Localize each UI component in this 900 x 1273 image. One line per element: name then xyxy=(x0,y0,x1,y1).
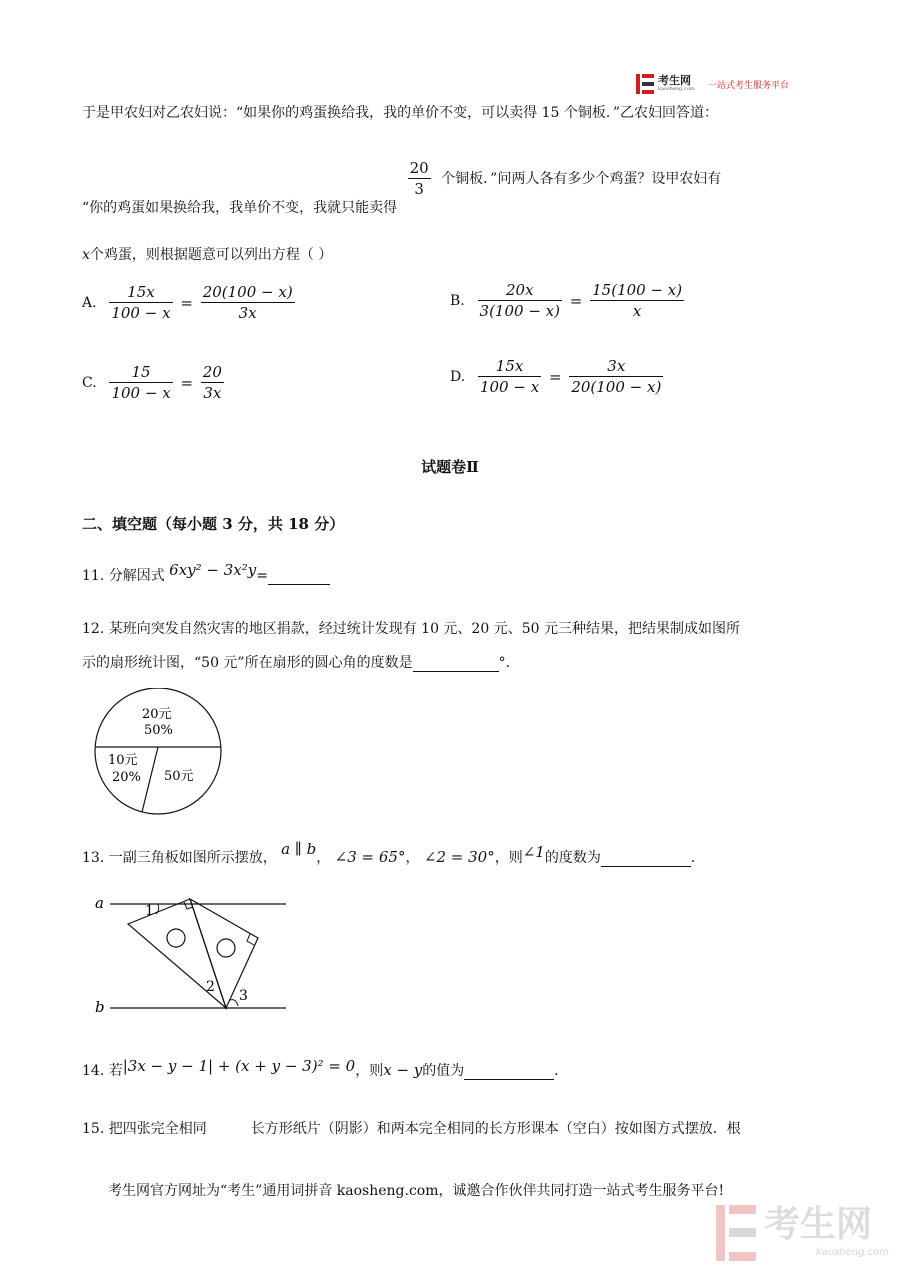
q14-end: ． xyxy=(554,1063,569,1079)
label-b: b xyxy=(95,998,105,1016)
q13-cond-angle3: ∠3 = 65° xyxy=(334,848,406,866)
q10-line3 xyxy=(82,246,332,264)
footer-watermark xyxy=(716,1204,889,1265)
q11-num: 11. xyxy=(82,568,105,584)
frac-num: 20 xyxy=(409,159,429,177)
equals: = xyxy=(180,373,194,392)
q12-line1-text: 某班向突发自然灾害的地区捐款，经过统计发现有 10 元、20 元、50 元三种结果，把结果制成如图所 xyxy=(108,621,740,637)
q13-num: 13. xyxy=(82,850,105,866)
q14-num: 14. xyxy=(82,1063,105,1079)
q14-answer-blank[interactable] xyxy=(464,1079,554,1080)
frac-den: 3 xyxy=(414,180,424,198)
q13-answer-blank[interactable] xyxy=(601,866,691,867)
option-c-label: C. xyxy=(82,374,97,391)
q10-line2 xyxy=(82,158,722,216)
den: 20(100 − x) xyxy=(571,378,662,396)
pie-pct-20yuan: 50% xyxy=(144,723,173,738)
label-angle3: 3 xyxy=(239,988,248,1004)
num: 15x xyxy=(109,282,172,303)
fraction-20-over-3 xyxy=(408,158,431,199)
var-x: x xyxy=(82,247,90,263)
pie-label-10yuan: 10元 xyxy=(108,753,138,768)
logo-subtext: kaosheng.com xyxy=(658,86,695,92)
num: 15x xyxy=(478,356,541,377)
q10-line2-post: 个铜板．”问两人各有多少个鸡蛋？设甲农妇有 xyxy=(441,170,722,187)
q13-mid: ，则 xyxy=(494,850,523,866)
den: 100 − x xyxy=(479,378,540,396)
num: 20(100 − x) xyxy=(202,283,293,301)
watermark-logo-icon xyxy=(716,1205,756,1261)
option-b[interactable] xyxy=(450,280,684,321)
q11-tail: = xyxy=(256,568,268,584)
q12-line2-pre: 示的扇形统计图，“50 元”所在扇形的圆心角的度数是 xyxy=(82,655,413,671)
option-a-left xyxy=(109,282,172,323)
footer-text: 考生网官方网址为“考生”通用词拼音 kaosheng.com，诚邀合作伙伴共同打造一站式考生服务平台! xyxy=(108,1183,725,1199)
q14 xyxy=(82,1057,569,1080)
pie-label-50yuan: 50元 xyxy=(164,769,194,784)
q13-ask-angle1: ∠1 xyxy=(522,843,545,861)
q11-answer-blank[interactable] xyxy=(268,584,330,585)
q13-cond-parallel: a ∥ b xyxy=(281,840,317,858)
option-b-label: B. xyxy=(450,292,465,309)
q13-text: 一副三角板如图所示摆放， xyxy=(108,850,277,866)
q11-text: 分解因式 xyxy=(108,568,165,584)
watermark-subtext: kaosheng.com xyxy=(816,1247,889,1258)
pie-divider-radius xyxy=(142,747,158,812)
q10-line1: 于是甲农妇对乙农妇说：“如果你的鸡蛋换给我，我的单价不变，可以卖得 15 个铜板．”乙农妇回答道： xyxy=(82,105,719,121)
triangle-hole-left xyxy=(167,929,185,947)
option-a[interactable] xyxy=(82,282,295,323)
option-d[interactable] xyxy=(450,356,663,397)
q12-line1 xyxy=(82,620,740,638)
equals: = xyxy=(569,291,583,310)
option-d-label: D. xyxy=(450,368,466,385)
q14-ask: x − y xyxy=(383,1061,423,1079)
pie-pct-10yuan: 20% xyxy=(112,770,141,785)
num: 3x xyxy=(569,356,663,377)
q15-num: 15. xyxy=(82,1121,105,1137)
q12-num: 12. xyxy=(82,621,105,637)
option-c-right xyxy=(201,362,224,403)
q14-expr: |3x − y − 1| + (x + y − 3)² = 0 xyxy=(122,1057,356,1075)
q15 xyxy=(82,1120,741,1138)
num: 15(100 − x) xyxy=(592,281,683,299)
pie-chart-figure xyxy=(90,688,230,818)
q11-expr: 6xy² − 3x²y xyxy=(169,561,257,579)
q13-post: 的度数为 xyxy=(544,850,601,866)
logo-text: 考生网 xyxy=(658,74,691,87)
den: 100 − x xyxy=(111,384,171,402)
q11 xyxy=(82,561,330,585)
q12-answer-blank[interactable] xyxy=(413,671,499,672)
pie-label-20yuan: 20元 xyxy=(142,707,172,722)
angle3-arc xyxy=(230,1000,238,1006)
option-b-right xyxy=(590,280,684,321)
q12-line2-post: °． xyxy=(498,655,520,671)
den: 3x xyxy=(203,384,222,402)
equals: = xyxy=(548,367,562,386)
den: 3(100 − x) xyxy=(479,302,560,320)
label-a: a xyxy=(95,894,104,912)
section-title: 试题卷Ⅱ xyxy=(421,458,479,476)
den: 100 − x xyxy=(111,304,171,322)
option-a-right xyxy=(201,282,295,323)
den: x xyxy=(632,302,642,320)
option-b-left xyxy=(478,280,562,321)
label-angle2: 2 xyxy=(206,979,215,995)
q13: 13. 一副三角板如图所示摆放， a ∥ b， ∠3 = 65°， ∠2 = 30°，则∠1的度数为 ． xyxy=(82,840,705,866)
brand-logo-icon xyxy=(636,74,654,94)
option-d-left xyxy=(478,356,541,397)
num: 20 xyxy=(202,363,222,381)
q12-line2 xyxy=(82,654,520,672)
q14-pre: 若 xyxy=(108,1063,123,1079)
header-logo[interactable] xyxy=(636,72,816,98)
option-d-right xyxy=(569,356,663,397)
triangle-board-figure xyxy=(90,890,300,1020)
option-a-label: A. xyxy=(82,294,97,311)
triangle-hole-right xyxy=(217,939,235,957)
label-angle1: 1 xyxy=(145,903,154,919)
num: 15 xyxy=(109,362,172,383)
q15-text-a: 把四张完全相同 xyxy=(108,1121,207,1137)
q13-end: ． xyxy=(690,850,705,866)
q10-line2-pre: “你的鸡蛋如果换给我，我单价不变，我就只能卖得 xyxy=(82,199,398,216)
q13-cond-angle2: ∠2 = 30° xyxy=(423,848,495,866)
q10-line3-text: 个鸡蛋，则根据题意可以列出方程（ ） xyxy=(89,247,333,263)
q14-mid: ，则 xyxy=(355,1063,384,1079)
den: 3x xyxy=(238,304,257,322)
part2-title: 二、填空题（每小题 3 分，共 18 分） xyxy=(82,515,345,533)
header-tagline: 一站式考生服务平台 xyxy=(708,81,790,91)
equals: = xyxy=(180,293,193,312)
q14-post: 的值为 xyxy=(422,1063,465,1079)
option-c[interactable] xyxy=(82,362,224,403)
num: 20x xyxy=(478,280,562,301)
option-c-left xyxy=(109,362,172,403)
q15-text-b: 长方形纸片（阴影）和两本完全相同的长方形课本（空白）按如图方式摆放．根 xyxy=(250,1121,741,1137)
watermark-text: 考生网 xyxy=(764,1204,873,1245)
